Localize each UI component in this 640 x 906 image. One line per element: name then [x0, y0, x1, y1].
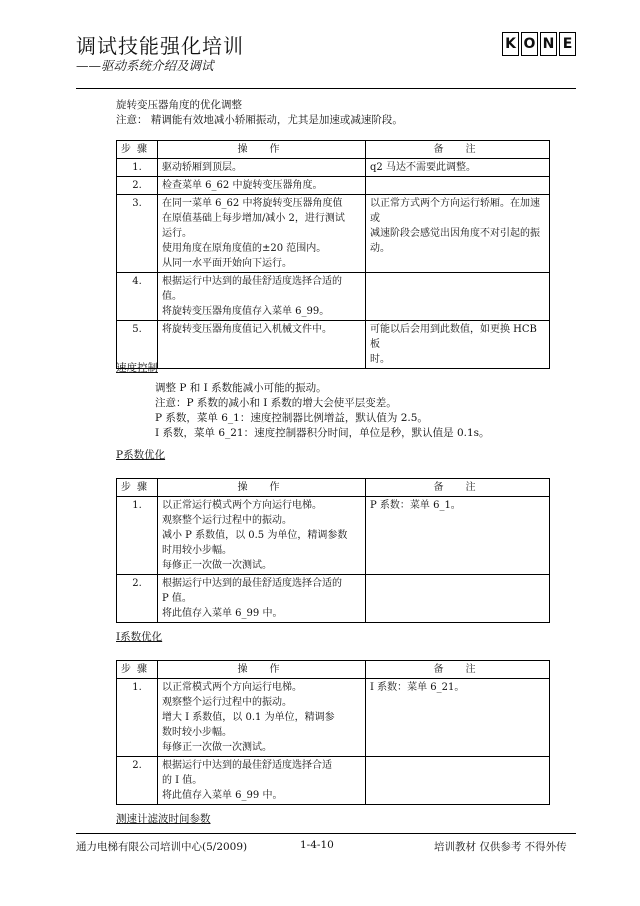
operation-line: 每修正一次做一次测试。 — [162, 742, 272, 753]
table-row — [117, 575, 550, 623]
step-number: 4. — [117, 273, 158, 321]
document-subtitle: ——驱动系统介绍及调试 — [76, 58, 214, 73]
operation-line: 的 I 值。 — [162, 775, 203, 786]
kone-logo — [502, 32, 576, 56]
operation-line: 驱动轿厢到顶层。 — [162, 162, 242, 173]
operation-line: 增大 I 系数值，以 0.1 为单位，精调参 — [162, 712, 335, 723]
logo-letter: N — [540, 32, 557, 56]
column-header: 备 注 — [366, 141, 550, 159]
operation-line: 减小 P 系数值，以 0.5 为单位，精调参数 — [162, 530, 348, 541]
operation-line: 将此值存入菜单 6_99 中。 — [162, 608, 283, 619]
operation-cell — [158, 159, 366, 177]
operation-line: 每修正一次做一次测试。 — [162, 560, 272, 571]
p-section-title: P系数优化 — [116, 449, 166, 461]
footer-page-number: 1-4-10 — [300, 839, 334, 851]
remark-line: 减速阶段会感觉出因角度不对引起的振 — [370, 228, 540, 239]
step-number: 3. — [117, 195, 158, 273]
column-header: 备 注 — [366, 479, 550, 497]
resolver-section-note: 注意： 精调能有效地减小轿厢振动，尤其是加速或减速阶段。 — [116, 114, 403, 126]
column-header: 操 作 — [158, 141, 366, 159]
logo-letter: O — [521, 32, 538, 56]
remark-cell — [366, 497, 550, 575]
footer-divider — [76, 833, 576, 834]
operation-cell — [158, 195, 366, 273]
operation-line: 数时较小步幅。 — [162, 727, 232, 738]
step-number: 2. — [117, 575, 158, 623]
remark-cell — [366, 273, 550, 321]
table-header-row — [117, 479, 550, 497]
remark-line: 动。 — [370, 243, 390, 254]
operation-line: 从同一水平面开始向下运行。 — [162, 258, 292, 269]
table-row — [117, 321, 550, 369]
operation-cell — [158, 321, 366, 369]
operation-line: 检查菜单 6_62 中旋转变压器角度。 — [162, 180, 323, 191]
column-header: 备 注 — [366, 661, 550, 679]
footer-left: 通力电梯有限公司培训中心(5/2009) — [76, 841, 248, 853]
i-steps-table — [116, 660, 550, 805]
operation-line: P 值。 — [162, 593, 192, 604]
remark-line: P 系数：菜单 6_1。 — [370, 500, 461, 511]
remark-cell — [366, 321, 550, 369]
operation-line: 根据运行中达到的最佳舒适度选择合适的 — [162, 578, 342, 589]
table-row — [117, 497, 550, 575]
speed-line: I 系数，菜单 6_21：速度控制器积分时间，单位是秒，默认值是 0.1s。 — [155, 427, 490, 439]
remark-cell — [366, 757, 550, 805]
operation-cell — [158, 575, 366, 623]
operation-line: 以正常模式两个方向运行电梯。 — [162, 682, 302, 693]
operation-line: 将旋转变压器角度值存入菜单 6_99。 — [162, 306, 330, 317]
operation-line: 将旋转变压器角度值记入机械文件中。 — [162, 324, 332, 335]
operation-line: 根据运行中达到的最佳舒适度选择合适 — [162, 760, 332, 771]
operation-line: 时用较小步幅。 — [162, 545, 232, 556]
remark-cell — [366, 679, 550, 757]
speed-line: 注意：P 系数的减小和 I 系数的增大会使平层变差。 — [155, 397, 397, 409]
remark-line: 可能以后会用到此数值，如更换 HCB 板 — [370, 324, 537, 350]
logo-letter: E — [559, 32, 576, 56]
speed-control-title: 速度控制 — [116, 362, 158, 374]
operation-line: 在原值基础上每步增加/减小 2，进行测试 — [162, 213, 345, 224]
remark-cell — [366, 177, 550, 195]
operation-line: 观察整个运行过程中的振动。 — [162, 515, 292, 526]
column-header: 操 作 — [158, 479, 366, 497]
table-row — [117, 679, 550, 757]
speed-line: P 系数，菜单 6_1：速度控制器比例增益，默认值为 2.5。 — [155, 412, 428, 424]
step-number: 2. — [117, 757, 158, 805]
table-header-row — [117, 141, 550, 159]
table-row — [117, 177, 550, 195]
column-header: 操 作 — [158, 661, 366, 679]
operation-line: 以正常运行模式两个方向运行电梯。 — [162, 500, 322, 511]
step-number: 1. — [117, 159, 158, 177]
remark-line: 以正常方式两个方向运行轿厢。在加速或 — [370, 198, 540, 224]
remark-cell — [366, 195, 550, 273]
step-number: 1. — [117, 679, 158, 757]
i-section-title: I系数优化 — [116, 631, 163, 643]
operation-line: 使用角度在原角度值的±20 范围内。 — [162, 243, 327, 254]
filter-section-title: 测速计滤波时间参数 — [116, 813, 211, 825]
operation-cell — [158, 757, 366, 805]
column-header: 步骤 — [117, 479, 158, 497]
remark-cell — [366, 159, 550, 177]
resolver-steps-table — [116, 140, 550, 369]
table-row — [117, 195, 550, 273]
operation-line: 将此值存入菜单 6_99 中。 — [162, 790, 283, 801]
column-header: 步骤 — [117, 661, 158, 679]
remark-line: 时。 — [370, 354, 390, 365]
operation-line: 运行。 — [162, 228, 192, 239]
operation-line: 在同一菜单 6_62 中将旋转变压器角度值 — [162, 198, 343, 209]
logo-letter: K — [502, 32, 519, 56]
step-number: 5. — [117, 321, 158, 369]
speed-line: 调整 P 和 I 系数能减小可能的振动。 — [155, 382, 327, 394]
table-header-row — [117, 661, 550, 679]
header-divider — [76, 88, 576, 89]
footer-right: 培训教材 仅供参考 不得外传 — [434, 841, 567, 853]
step-number: 2. — [117, 177, 158, 195]
column-header: 步骤 — [117, 141, 158, 159]
table-row — [117, 757, 550, 805]
document-title: 调试技能强化培训 — [76, 34, 244, 58]
p-steps-table — [116, 478, 550, 623]
operation-cell — [158, 679, 366, 757]
operation-cell — [158, 177, 366, 195]
table-row — [117, 273, 550, 321]
table-row — [117, 159, 550, 177]
operation-cell — [158, 497, 366, 575]
step-number: 1. — [117, 497, 158, 575]
resolver-section-title: 旋转变压器角度的优化调整 — [116, 99, 242, 111]
remark-cell — [366, 575, 550, 623]
remark-line: q2 马达不需要此调整。 — [370, 162, 476, 173]
remark-line: I 系数：菜单 6_21。 — [370, 682, 465, 693]
operation-line: 根据运行中达到的最佳舒适度选择合适的 — [162, 276, 342, 287]
operation-line: 观察整个运行过程中的振动。 — [162, 697, 292, 708]
operation-line: 值。 — [162, 291, 182, 302]
operation-cell — [158, 273, 366, 321]
